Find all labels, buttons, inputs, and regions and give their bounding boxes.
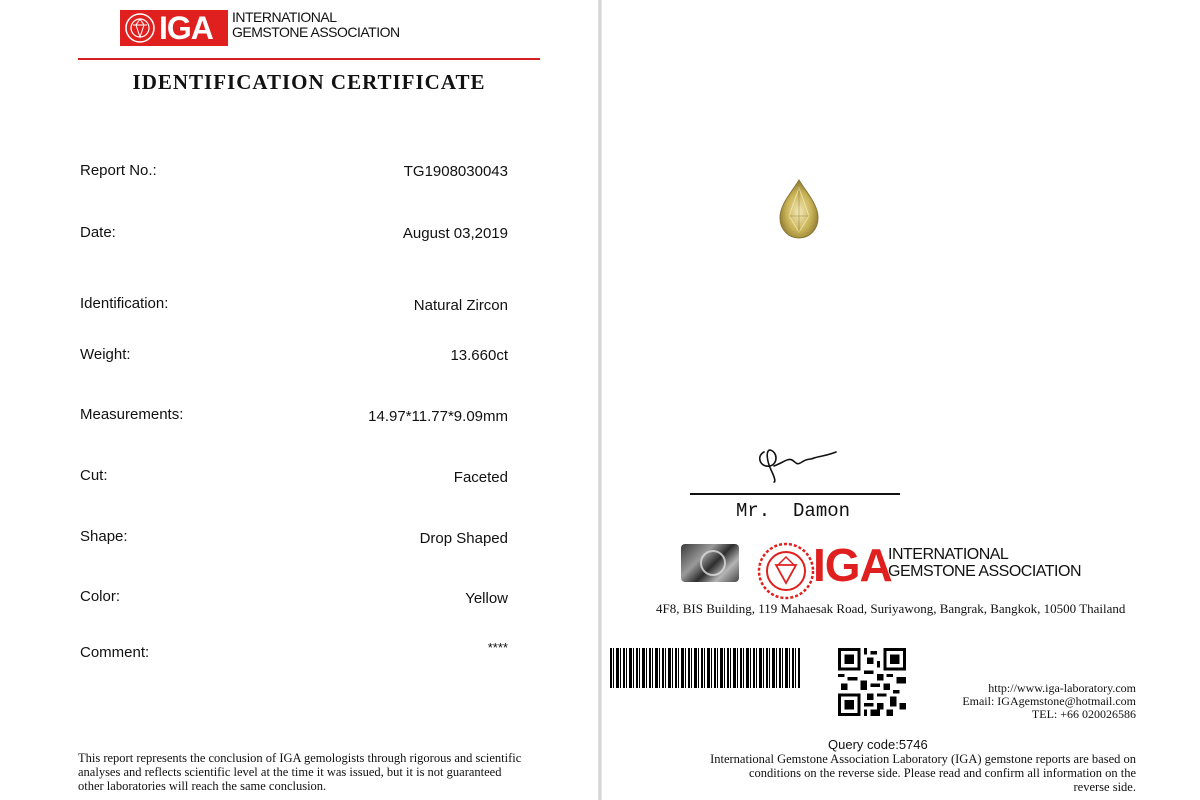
disclaimer-line1: This report represents the conclusion of IGA gemologists through rigorous and scientific	[78, 751, 522, 765]
label-weight: Weight:	[80, 346, 131, 363]
association-line2-right: GEMSTONE ASSOCIATION	[888, 563, 1081, 581]
label-shape: Shape:	[80, 528, 128, 545]
signer-name: Mr. Damon	[736, 500, 851, 522]
contact-tel: TEL: +66 020026586	[1031, 707, 1136, 721]
value-report-no: TG1908030043	[403, 163, 508, 180]
iga-rose-logo-icon	[123, 11, 157, 45]
hologram-seal-icon	[681, 544, 739, 582]
barcode-icon	[610, 648, 800, 688]
signature-line	[690, 493, 900, 495]
disclaimer-line3: other laboratories will reach the same conclusion.	[78, 779, 327, 793]
association-line1-right: INTERNATIONAL	[888, 546, 1009, 563]
iga-abbr: IGA	[159, 9, 213, 46]
lab-address: 4F8, BIS Building, 119 Mahaesak Road, Suriyawong, Bangrak, Bangkok, 10500 Thailand	[656, 601, 1126, 616]
value-color: Yellow	[465, 590, 508, 607]
notice-line2: conditions on the reverse side. Please read and confirm all information on the	[748, 766, 1136, 780]
value-weight: 13.660ct	[450, 347, 508, 364]
header-divider	[78, 58, 540, 60]
notice-line3: reverse side.	[1073, 780, 1136, 794]
gemstone-photo-icon	[774, 178, 824, 240]
contact-email[interactable]: Email: IGAgemstone@hotmail.com	[962, 694, 1136, 708]
value-date: August 03,2019	[402, 225, 508, 242]
association-line1: INTERNATIONAL	[232, 9, 337, 25]
label-cut: Cut:	[80, 467, 108, 484]
qr-code-icon	[838, 648, 906, 716]
value-identification: Natural Zircon	[413, 297, 508, 314]
iga-logo-box	[120, 10, 228, 46]
signature-icon	[752, 438, 842, 484]
disclaimer	[78, 751, 578, 793]
value-measurements: 14.97*11.77*9.09mm	[368, 408, 508, 425]
certificate-back-panel	[602, 0, 1200, 800]
certificate-front-panel	[0, 0, 598, 800]
label-comment: Comment:	[80, 644, 150, 661]
association-name-right	[888, 546, 1081, 581]
value-shape: Drop Shaped	[419, 530, 508, 547]
header-logo	[120, 10, 410, 48]
contact-url[interactable]: http://www.iga-laboratory.com	[988, 681, 1136, 695]
label-measurements: Measurements:	[80, 406, 184, 423]
label-report-no: Report No.:	[80, 162, 157, 179]
label-identification: Identification:	[80, 295, 169, 312]
association-line2: GEMSTONE ASSOCIATION	[232, 24, 400, 41]
query-code: Query code:5746	[828, 737, 928, 752]
contact-block	[962, 682, 1136, 721]
label-date: Date:	[80, 224, 116, 241]
notice-line1: International Gemstone Association Laboratory (IGA) gemstone reports are based on	[710, 752, 1136, 766]
reverse-side-notice	[710, 752, 1136, 794]
iga-abbr-red: IGA	[813, 539, 892, 591]
certificate-title: IDENTIFICATION CERTIFICATE	[132, 70, 486, 94]
disclaimer-line2: analyses and reflects scientific level at the time it was issued, but it is not guaranteed	[78, 765, 502, 779]
label-color: Color:	[80, 588, 121, 605]
association-name	[232, 10, 400, 40]
iga-emblem-icon	[756, 541, 816, 601]
value-comment: ****	[487, 640, 508, 655]
value-cut: Faceted	[453, 469, 508, 486]
